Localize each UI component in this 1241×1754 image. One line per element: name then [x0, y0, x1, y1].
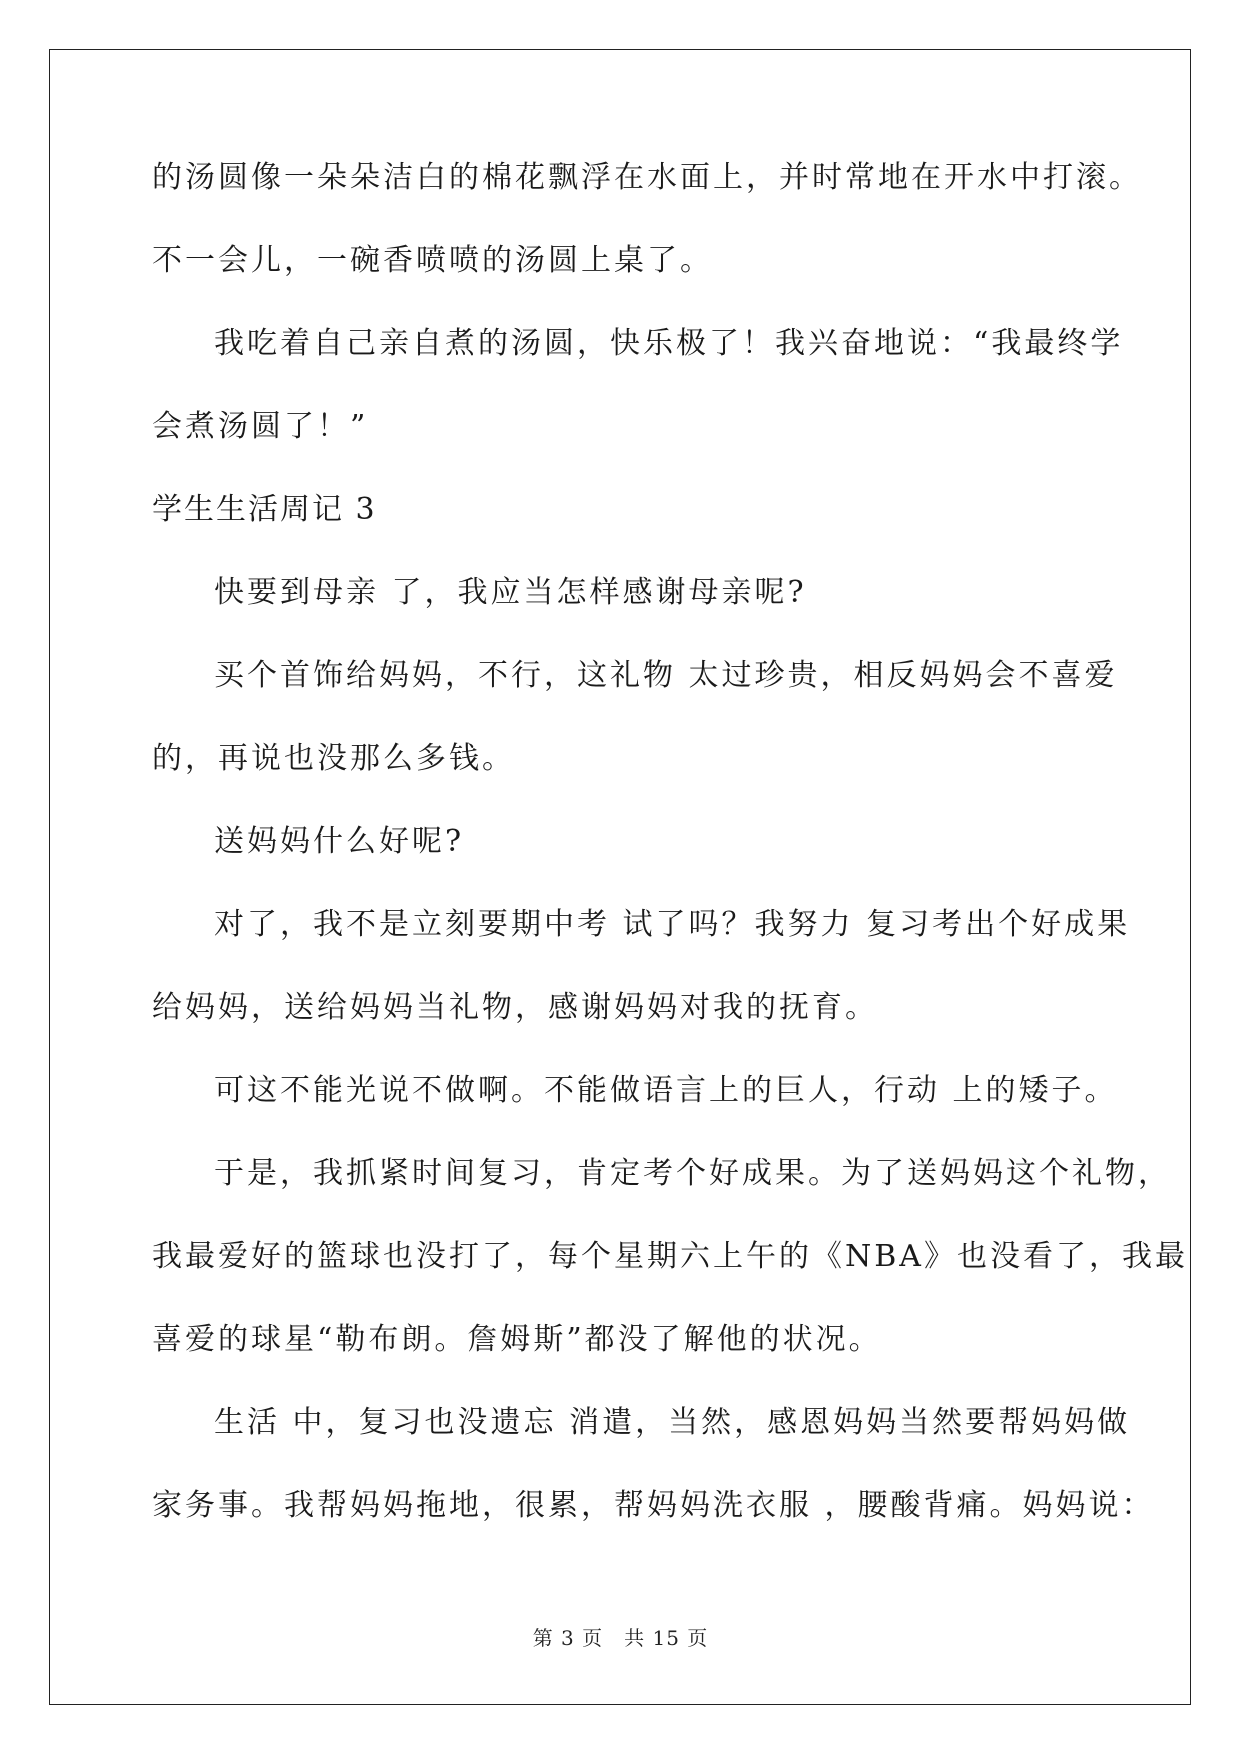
paragraph-line: 的，再说也没那么多钱。 — [152, 741, 515, 776]
paragraph-line: 于是，我抓紧时间复习，肯定考个好成果。为了送妈妈这个礼物， — [214, 1156, 1171, 1191]
paragraph-line: 对了，我不是立刻要期中考 试了吗？我努力 复习考出个好成果 — [214, 907, 1131, 942]
paragraph-line: 送妈妈什么好呢? — [214, 824, 465, 859]
paragraph-line: 快要到母亲 了，我应当怎样感谢母亲呢? — [214, 575, 807, 610]
section-heading: 学生生活周记 3 — [152, 492, 377, 527]
paragraph-line: 家务事。我帮妈妈拖地，很累，帮妈妈洗衣服 ，腰酸背痛。妈妈说： — [152, 1488, 1155, 1523]
paragraph-line: 我吃着自己亲自煮的汤圆，快乐极了！我兴奋地说：“我最终学 — [214, 326, 1124, 361]
paragraph-line: 我最爱好的篮球也没打了，每个星期六上午的《NBA》也没看了，我最 — [152, 1239, 1188, 1274]
paragraph-line: 不一会儿，一碗香喷喷的汤圆上桌了。 — [152, 243, 713, 278]
paragraph-line: 买个首饰给妈妈，不行，这礼物 太过珍贵，相反妈妈会不喜爱 — [214, 658, 1118, 693]
page-number: 第 3 页 共 15 页 — [532, 1626, 709, 1650]
paragraph-line: 生活 中，复习也没遗忘 消遣，当然，感恩妈妈当然要帮妈妈做 — [214, 1405, 1131, 1440]
document-body — [152, 158, 1188, 1569]
paragraph-line: 会煮汤圆了！” — [152, 409, 369, 444]
paragraph-line: 可这不能光说不做啊。不能做语言上的巨人，行动 上的矮子。 — [214, 1073, 1118, 1108]
paragraph-line: 喜爱的球星“勒布朗。詹姆斯”都没了解他的状况。 — [152, 1322, 882, 1357]
paragraph-line: 给妈妈，送给妈妈当礼物，感谢妈妈对我的抚育。 — [152, 990, 878, 1025]
paragraph-line: 的汤圆像一朵朵洁白的棉花飘浮在水面上，并时常地在开水中打滚。 — [152, 160, 1142, 195]
